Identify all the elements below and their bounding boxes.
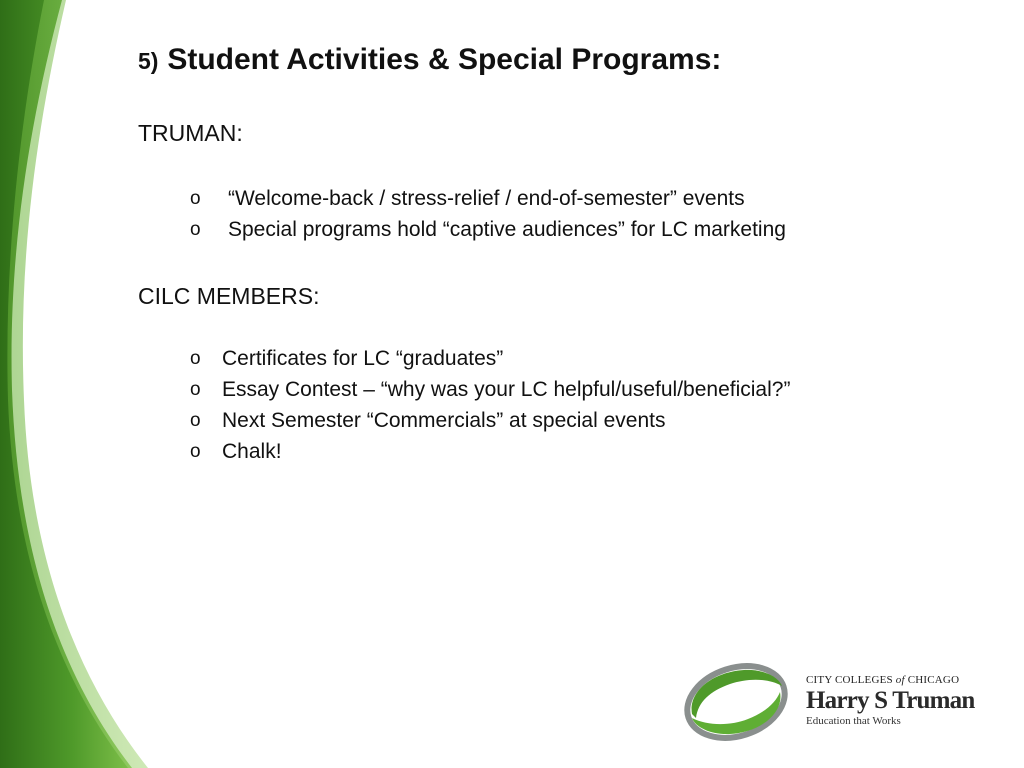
bullet-circle-icon: o: [190, 188, 201, 209]
logo-org-name: CITY COLLEGES of CHICAGO: [806, 674, 960, 686]
bullet-circle-icon: o: [190, 348, 201, 369]
list-item-text: “Welcome-back / stress-relief / end-of-semester” events: [228, 187, 745, 210]
truman-bullet-list: [190, 183, 786, 245]
bullet-circle-icon: o: [190, 441, 201, 462]
list-item-text: Certificates for LC “graduates”: [222, 347, 504, 370]
section-heading-truman: TRUMAN:: [138, 120, 243, 146]
list-item: [190, 374, 791, 405]
list-item: [190, 214, 786, 245]
truman-logo-text: [806, 674, 1016, 727]
section-heading-cilc-members: CILC MEMBERS:: [138, 283, 320, 309]
list-item: [190, 405, 790, 436]
truman-logo-swirl-icon: [682, 662, 790, 742]
title-number: 5): [138, 48, 159, 74]
list-item-text: Special programs hold “captive audiences” for LC marketing: [228, 218, 786, 241]
logo-college-name: Harry S Truman: [806, 687, 975, 714]
list-item-text: Next Semester “Commercials” at special events: [222, 409, 666, 432]
list-item: [190, 343, 790, 374]
slide-title: [138, 40, 721, 77]
logo-tagline: Education that Works: [806, 715, 901, 727]
list-item: [190, 183, 786, 214]
list-item-text: Essay Contest – “why was your LC helpful/useful/beneficial?”: [222, 378, 791, 401]
bullet-circle-icon: o: [190, 410, 201, 431]
cilc-bullet-list: [190, 343, 791, 467]
bullet-circle-icon: o: [190, 219, 201, 240]
list-item-text: Chalk!: [222, 440, 282, 463]
bullet-circle-icon: o: [190, 379, 201, 400]
title-text: Student Activities & Special Programs:: [167, 43, 722, 76]
list-item: [190, 436, 790, 467]
